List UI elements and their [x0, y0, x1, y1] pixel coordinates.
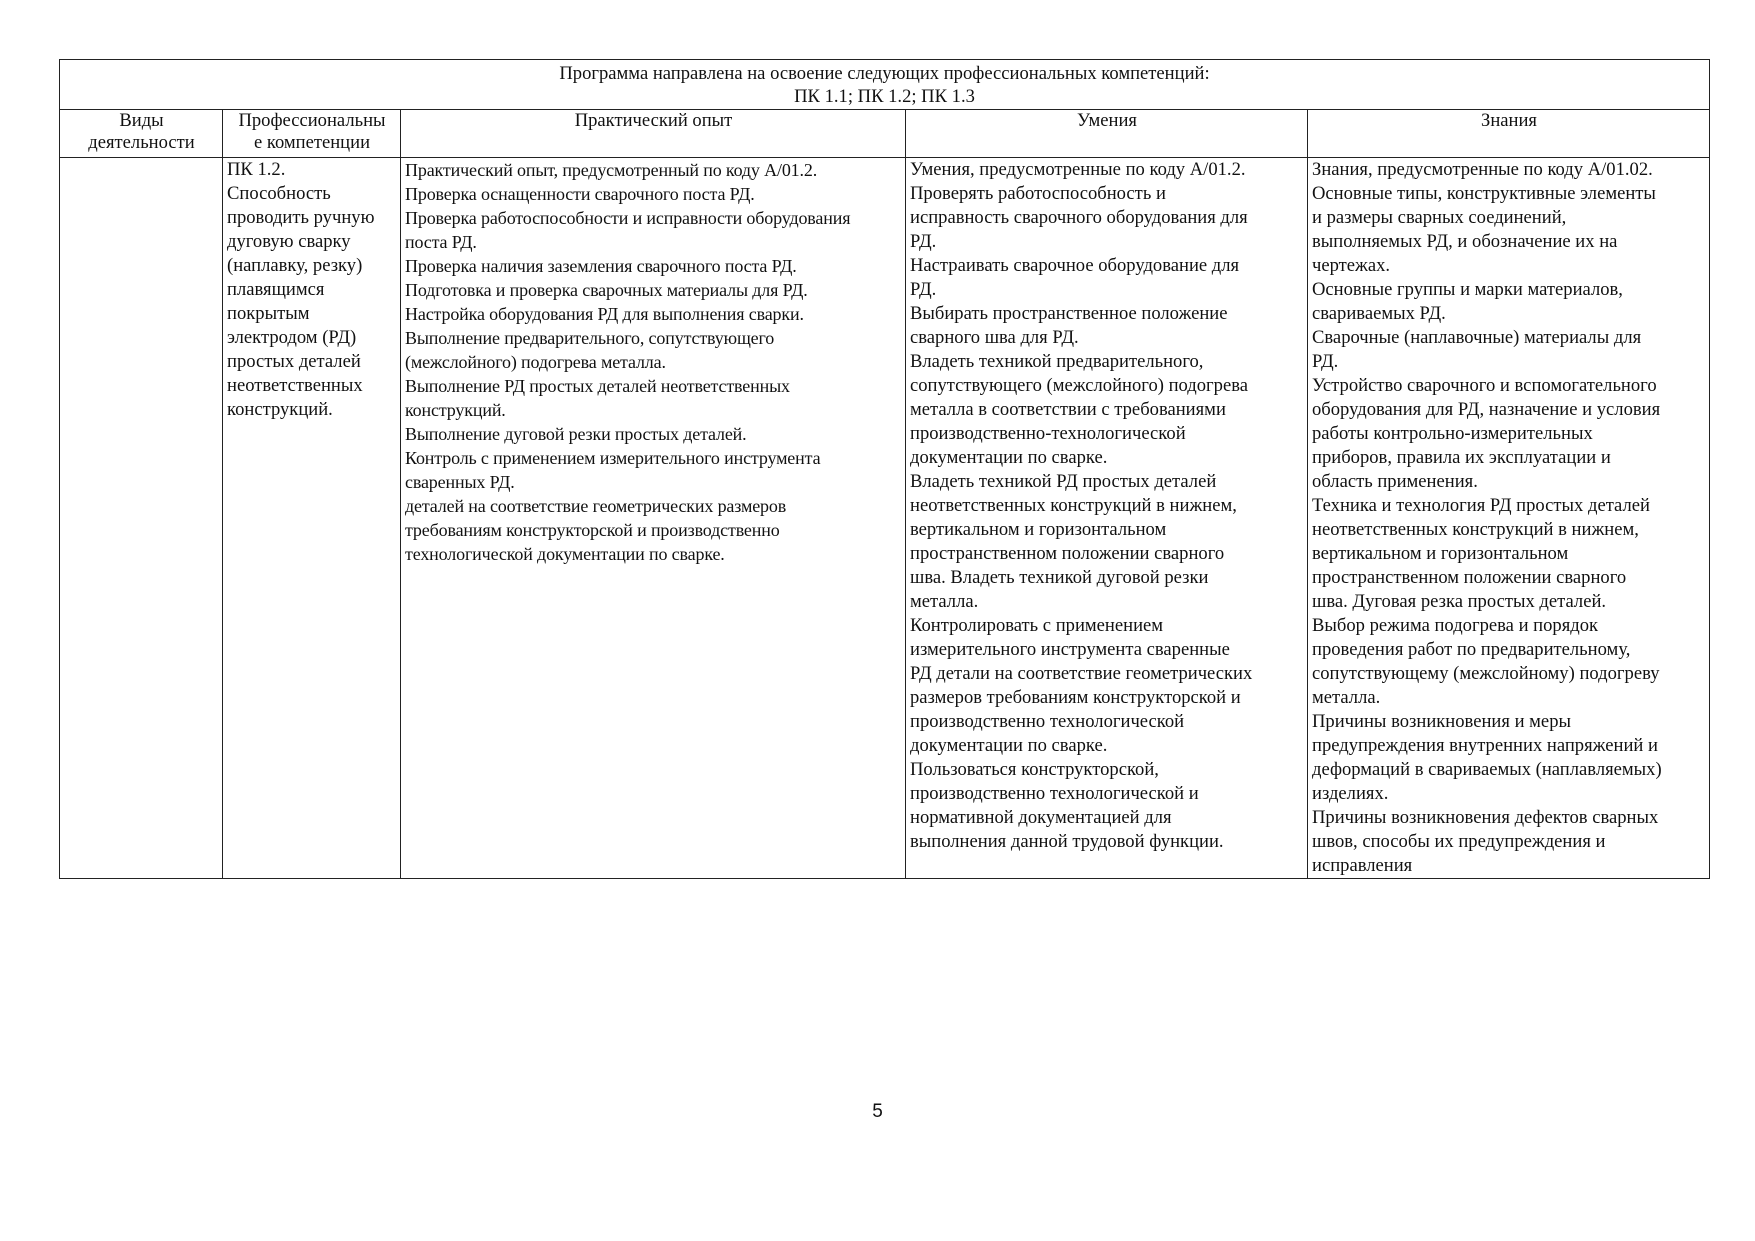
knowledge-text-line: Выбор режима подогрева и порядок [1312, 615, 1599, 636]
skills-text-line: Настраивать сварочное оборудование для [910, 255, 1240, 276]
cell-knowledge [1308, 158, 1710, 879]
skills-text-line: вертикальном и горизонтальном [910, 519, 1167, 540]
knowledge-text-line: изделиях. [1312, 783, 1389, 804]
knowledge-text-line: оборудования для РД, назначение и условия [1312, 399, 1661, 420]
competencies-table [59, 59, 1710, 879]
skills-text-line: Контролировать с применением [910, 615, 1164, 636]
knowledge-text-block [1312, 158, 1706, 878]
table-header-row [60, 110, 1710, 158]
experience-text-line: деталей на соответствие геометрических размеров [405, 496, 787, 516]
header-experience: Практический опыт [401, 110, 906, 158]
table-title-line-2: ПК 1.1; ПК 1.2; ПК 1.3 [794, 86, 975, 107]
competency-text-line: покрытым [227, 303, 310, 324]
knowledge-text-line: Техника и технология РД простых деталей [1312, 495, 1650, 516]
knowledge-text-line: шва. Дуговая резка простых деталей. [1312, 591, 1607, 612]
skills-text-line: РД. [910, 279, 937, 300]
competency-text-line: электродом (РД) [227, 327, 357, 348]
knowledge-text-line: работы контрольно-измерительных [1312, 423, 1593, 444]
skills-text-line: Выбирать пространственное положение [910, 303, 1228, 324]
skills-text-line: шва. Владеть техникой дуговой резки [910, 567, 1209, 588]
skills-text-line: производственно технологической [910, 711, 1185, 732]
skills-text-line: РД детали на соответствие геометрических [910, 663, 1253, 684]
knowledge-text-line: Устройство сварочного и вспомогательного [1312, 375, 1657, 396]
competency-text-line: Способность [227, 183, 331, 204]
table-title-line-1: Программа направлена на освоение следующих профессиональных компетенций: [559, 63, 1210, 84]
knowledge-text-line: выполняемых РД, и обозначение их на [1312, 231, 1618, 252]
experience-text-block [405, 158, 902, 566]
knowledge-text-line: деформаций в свариваемых (наплавляемых) [1312, 759, 1662, 780]
experience-text-line: Выполнение предварительного, сопутствующего [405, 328, 775, 348]
skills-text-line: нормативной документацией для [910, 807, 1172, 828]
knowledge-text-line: пространственном положении сварного [1312, 567, 1627, 588]
knowledge-text-line: сопутствующему (межслойному) подогреву [1312, 663, 1660, 684]
experience-text-line: поста РД. [405, 232, 477, 252]
skills-text-line: документации по сварке. [910, 447, 1108, 468]
header-competencies [223, 110, 401, 158]
cell-skills [906, 158, 1308, 879]
competency-text-line: простых деталей [227, 351, 361, 372]
knowledge-text-line: швов, способы их предупреждения и [1312, 831, 1606, 852]
header-skills: Умения [906, 110, 1308, 158]
skills-text-line: документации по сварке. [910, 735, 1108, 756]
competency-text-line: дуговую сварку [227, 231, 351, 252]
knowledge-text-line: Причины возникновения и меры [1312, 711, 1571, 732]
skills-text-line: производственно-технологической [910, 423, 1186, 444]
knowledge-text-line: приборов, правила их эксплуатации и [1312, 447, 1611, 468]
skills-text-line: измерительного инструмента сваренные [910, 639, 1230, 660]
skills-text-line: металла. [910, 591, 979, 612]
table-row [60, 158, 1710, 879]
skills-text-line: Владеть техникой предварительного, [910, 351, 1204, 372]
competency-text-line: плавящимся [227, 279, 325, 300]
competency-text-block [227, 158, 397, 422]
skills-text-line: пространственном положении сварного [910, 543, 1225, 564]
knowledge-text-line: и размеры сварных соединений, [1312, 207, 1567, 228]
header-activity-line: деятельности [88, 132, 195, 153]
knowledge-text-line: РД. [1312, 351, 1339, 372]
knowledge-text-line: проведения работ по предварительному, [1312, 639, 1631, 660]
header-competencies-line: е компетенции [253, 132, 371, 153]
skills-text-line: исправность сварочного оборудования для [910, 207, 1248, 228]
skills-text-line: Пользоваться конструкторской, [910, 759, 1159, 780]
knowledge-text-line: вертикальном и горизонтальном [1312, 543, 1569, 564]
knowledge-text-line: чертежах. [1312, 255, 1391, 276]
competency-text-line: ПК 1.2. [227, 159, 286, 180]
knowledge-text-line: Знания, предусмотренные по коду А/01.02. [1312, 159, 1653, 180]
header-knowledge: Знания [1308, 110, 1710, 158]
skills-text-line: РД. [910, 231, 937, 252]
cell-experience [401, 158, 906, 879]
experience-text-line: Выполнение дуговой резки простых деталей. [405, 424, 747, 444]
knowledge-text-line: Причины возникновения дефектов сварных [1312, 807, 1659, 828]
header-competencies-line: Профессиональны [238, 110, 386, 131]
knowledge-text-line: исправления [1312, 855, 1413, 876]
knowledge-text-line: свариваемых РД. [1312, 303, 1446, 324]
skills-text-line: сопутствующего (межслойного) подогрева [910, 375, 1249, 396]
experience-text-line: конструкций. [405, 400, 506, 420]
header-activity [60, 110, 223, 158]
competency-text-line: конструкций. [227, 399, 333, 420]
experience-text-line: Настройка оборудования РД для выполнения сварки. [405, 304, 804, 324]
experience-text-line: требованиям конструкторской и производственно [405, 520, 780, 540]
header-activity-line: Виды [119, 110, 164, 131]
skills-text-line: размеров требованиям конструкторской и [910, 687, 1241, 708]
skills-text-line: Умения, предусмотренные по коду А/01.2. [910, 159, 1246, 180]
knowledge-text-line: предупреждения внутренних напряжений и [1312, 735, 1658, 756]
skills-text-line: выполнения данной трудовой функции. [910, 831, 1224, 852]
skills-text-line: Проверять работоспособность и [910, 183, 1166, 204]
knowledge-text-line: Основные типы, конструктивные элементы [1312, 183, 1656, 204]
table-title-row [60, 60, 1710, 110]
competency-text-line: проводить ручную [227, 207, 375, 228]
experience-text-line: Контроль с применением измерительного инструмента [405, 448, 821, 468]
skills-text-line: сварного шва для РД. [910, 327, 1079, 348]
experience-text-line: Проверка оснащенности сварочного поста РД. [405, 184, 755, 204]
skills-text-line: неответственных конструкций в нижнем, [910, 495, 1237, 516]
experience-text-line: Практический опыт, предусмотренный по коду А/01.2. [405, 160, 818, 180]
table-title [60, 60, 1710, 110]
competency-text-line: (наплавку, резку) [227, 255, 363, 276]
knowledge-text-line: металла. [1312, 687, 1381, 708]
skills-text-line: металла в соответствии с требованиями [910, 399, 1226, 420]
knowledge-text-line: область применения. [1312, 471, 1478, 492]
skills-text-block [910, 158, 1304, 854]
page-number: 5 [872, 1101, 883, 1122]
cell-competency [223, 158, 401, 879]
experience-text-line: Подготовка и проверка сварочных материалы для РД. [405, 280, 808, 300]
knowledge-text-line: Сварочные (наплавочные) материалы для [1312, 327, 1642, 348]
knowledge-text-line: Основные группы и марки материалов, [1312, 279, 1623, 300]
cell-activity [60, 158, 223, 879]
experience-text-line: технологической документации по сварке. [405, 544, 725, 564]
skills-text-line: производственно технологической и [910, 783, 1199, 804]
knowledge-text-line: неответственных конструкций в нижнем, [1312, 519, 1639, 540]
experience-text-line: Проверка работоспособности и исправности оборудования [405, 208, 851, 228]
experience-text-line: Проверка наличия заземления сварочного поста РД. [405, 256, 797, 276]
skills-text-line: Владеть техникой РД простых деталей [910, 471, 1217, 492]
competency-text-line: неответственных [227, 375, 363, 396]
experience-text-line: (межслойного) подогрева металла. [405, 352, 666, 372]
experience-text-line: сваренных РД. [405, 472, 515, 492]
experience-text-line: Выполнение РД простых деталей неответственных [405, 376, 790, 396]
